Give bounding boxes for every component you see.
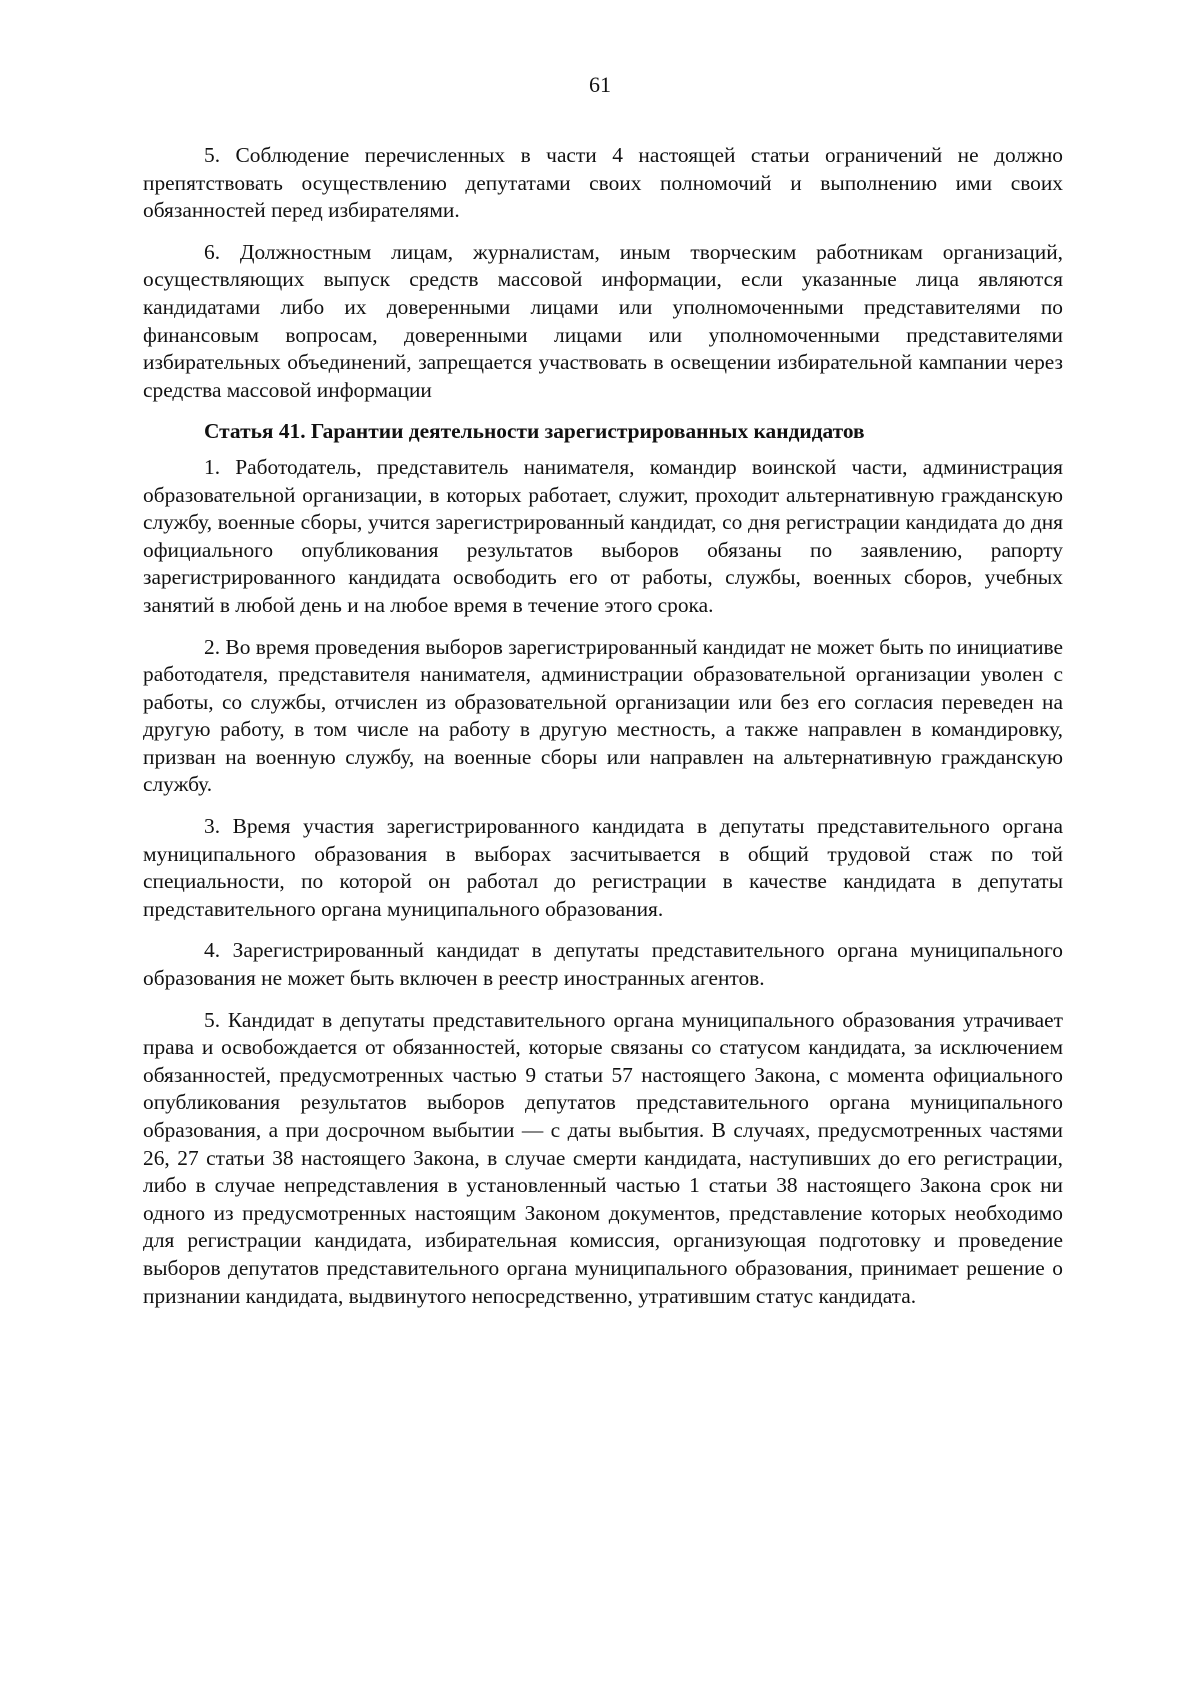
- page-number: 61: [589, 72, 611, 97]
- article-41-heading: Статья 41. Гарантии деятельности зарегистрированных кандидатов: [204, 419, 865, 444]
- paragraph-article-41-part-2: 2. Во время проведения выборов зарегистрированный кандидат не может быть по инициативе работодателя, представителя нанимателя, администрации образовательной организации уволен с работы, со службы, отчислен из образовательной организации или без его согласия переведен на другую работу, в том числе на работу в другую местность, а также направлен в командировку, призван на военную службу, на военные сборы или направлен на альтернативную гражданскую службу.: [143, 634, 1063, 797]
- paragraph-article-41-part-3: 3. Время участия зарегистрированного кандидата в депутаты представительного органа муниципального образования в выборах засчитывается в общий трудовой стаж по той специальности, по которой он работал до регистрации в качестве кандидата в депутаты представительного органа муниципального образования.: [143, 814, 1063, 921]
- paragraph-article-41-part-1: 1. Работодатель, представитель нанимателя, командир воинской части, администрация образовательной организации, в которых работает, служит, проходит альтернативную гражданскую службу, военные сборы, учится зарегистрированный кандидат, со дня регистрации кандидата до дня официального опубликования результатов выборов обязаны по заявлению, рапорту зарегистрированного кандидата освободить его от работы, службы, военных сборов, учебных занятий в любой день и на любое время в течение этого срока.: [143, 454, 1063, 617]
- paragraph-article-41-part-4: 4. Зарегистрированный кандидат в депутаты представительного органа муниципального образования не может быть включен в реестр иностранных агентов.: [143, 938, 1063, 991]
- paragraph-part-6-media-officials: 6. Должностным лицам, журналистам, иным творческим работникам организаций, осуществляющих выпуск средств массовой информации, если указанные лица являются кандидатами либо их доверенными лицами или уполномоченными представителями по финансовым вопросам, доверенными лицами или уполномоченными представителями избирательных объединений, запрещается участвовать в освещении избирательной кампании через средства массовой информации: [143, 239, 1063, 402]
- paragraph-article-41-part-5: 5. Кандидат в депутаты представительного органа муниципального образования утрачивает права и освобождается от обязанностей, которые связаны со статусом кандидата, за исключением обязанностей, предусмотренных частью 9 статьи 57 настоящего Закона, с момента официального опубликования результатов выборов депутатов представительного органа муниципального образования, а при досрочном выбытии — с даты выбытия. В случаях, предусмотренных частями 26, 27 статьи 38 настоящего Закона, в случае смерти кандидата, наступивших до его регистрации, либо в случае непредставления в установленный частью 1 статьи 38 настоящего Закона срок ни одного из предусмотренных настоящим Законом документов, представление которых необходимо для регистрации кандидата, избирательная комиссия, организующая подготовку и проведение выборов депутатов представительного органа муниципального образования, принимает решение о признании кандидата, выдвинутого непосредственно, утратившим статус кандидата.: [143, 1007, 1063, 1308]
- document-body: [143, 142, 1063, 1324]
- paragraph-part-5-restrictions: 5. Соблюдение перечисленных в части 4 настоящей статьи ограничений не должно препятствовать осуществлению депутатами своих полномочий и выполнению ими своих обязанностей перед избирателями.: [143, 143, 1063, 223]
